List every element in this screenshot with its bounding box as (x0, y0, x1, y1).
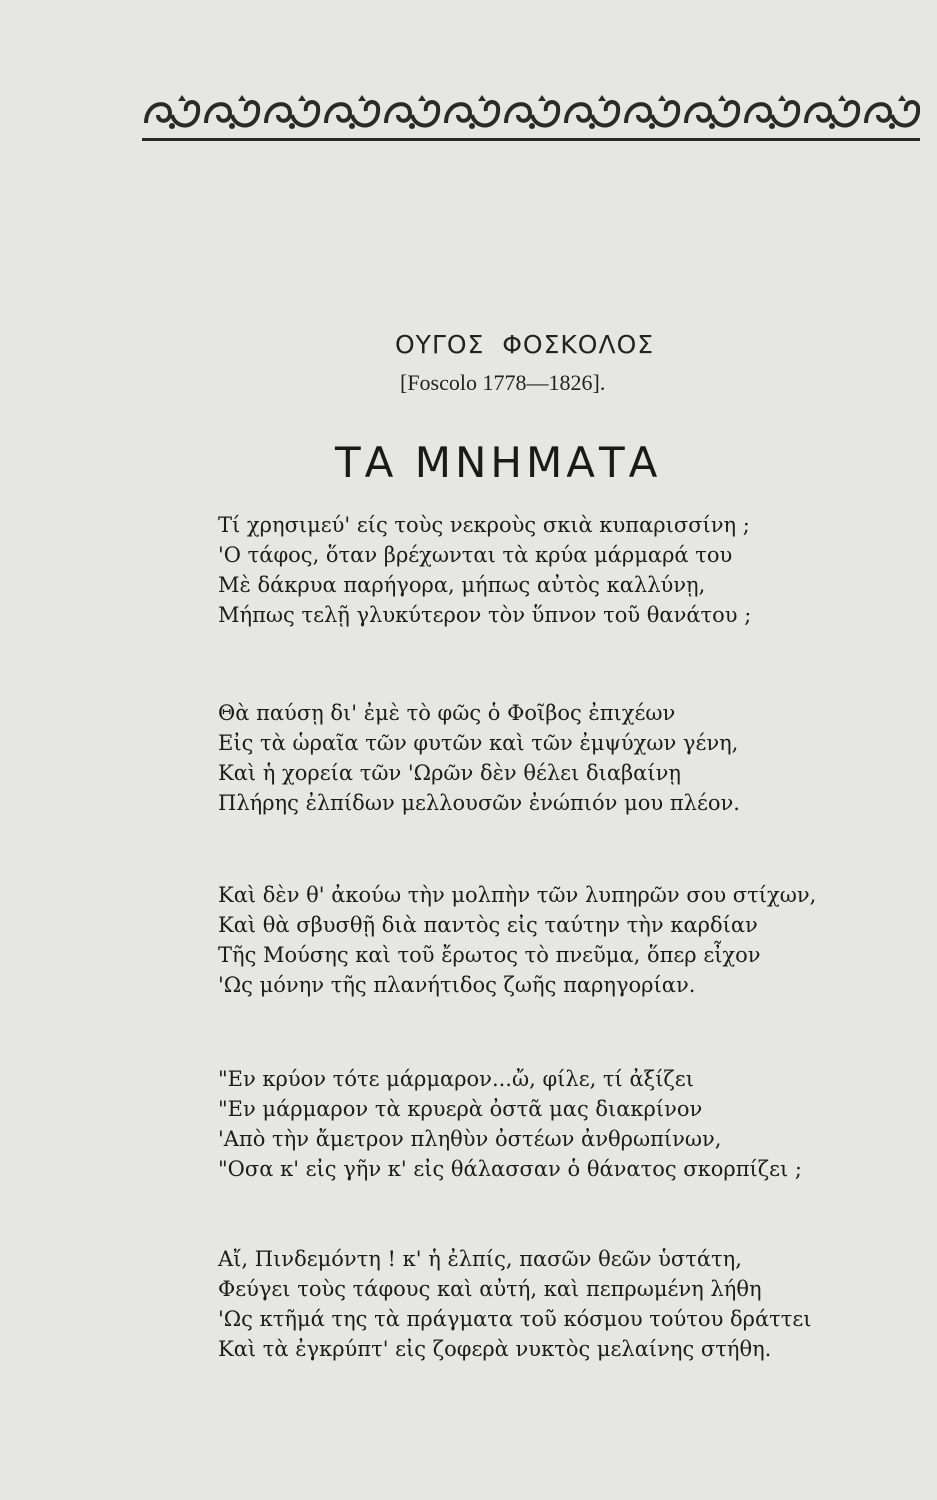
verse-line: Μὲ δάκρυα παρήγορα, μήπως αὐτὸς καλλύνῃ, (218, 573, 706, 597)
ornament-scroll-motif (806, 95, 858, 129)
stanza-3 (218, 880, 816, 1000)
ornament-scroll-motif (386, 95, 438, 129)
stanza-2 (218, 698, 740, 818)
ornament-scroll-motif (626, 95, 678, 129)
verse-line: Εἰς τὰ ὡραῖα τῶν φυτῶν καὶ τῶν ἐμψύχων γένη, (218, 731, 739, 755)
ornamental-border (142, 93, 920, 135)
stanza-5 (218, 1244, 812, 1364)
verse-line: Μήπως τελῇ γλυκύτερον τὸν ὕπνον τοῦ θανάτου ; (218, 603, 752, 627)
ornament-scroll-motif (326, 95, 378, 129)
verse-line: Θὰ παύσῃ δι' ἐμὲ τὸ φῶς ὁ Φοῖβος ἐπιχέων (218, 701, 676, 725)
verse-line: Φεύγει τοὺς τάφους καὶ αὐτή, καὶ πεπρωμένη λήθη (218, 1277, 762, 1301)
verse-line: Αἴ, Πινδεμόντη ! κ' ἡ ἐλπίς, πασῶν θεῶν ὑστάτη, (218, 1247, 742, 1271)
verse-line: "Εν μάρμαρον τὰ κρυερὰ ὀστᾶ μας διακρίνον (218, 1097, 703, 1121)
ornament-scroll-motif (206, 95, 258, 129)
ornament-scroll-motif (266, 95, 318, 129)
verse-line: "Οσα κ' εἰς γῆν κ' εἰς θάλασσαν ὁ θάνατος σκορπίζει ; (218, 1157, 803, 1181)
stanza-4 (218, 1064, 802, 1184)
verse-line: Καὶ θὰ σβυσθῇ διὰ παντὸς εἰς ταύτην τὴν καρδίαν (218, 913, 758, 937)
author-name: ΟΥΓΟΣ ΦΟΣΚΟΛΟΣ (395, 330, 655, 359)
verse-line: Τί χρησιμεύ' είς τοὺς νεκροὺς σκιὰ κυπαρισσίνη ; (218, 513, 750, 537)
ornament-scroll-motif (506, 95, 558, 129)
verse-line: 'Ως μόνην τῆς πλανήτιδος ζωῆς παρηγορίαν. (218, 973, 696, 997)
ornament-scroll-motif (146, 95, 198, 129)
ornament-scroll-motif (746, 95, 798, 129)
verse-line: 'Απὸ τὴν ἄμετρον πληθὺν ὀστέων ἀνθρωπίνων, (218, 1127, 722, 1151)
verse-line: Τῆς Μούσης καὶ τοῦ ἔρωτος τὸ πνεῦμα, ὅπερ εἶχον (218, 943, 761, 967)
header-rule (142, 138, 920, 141)
ornament-scroll-motif (866, 95, 918, 129)
verse-line: Πλήρης ἐλπίδων μελλουσῶν ἐνώπιόν μου πλέον. (218, 791, 740, 815)
ornament-scroll-motif (686, 95, 738, 129)
verse-line: "Εν κρύον τότε μάρμαρον...ὤ, φίλε, τί ἀξίζει (218, 1067, 694, 1091)
ornament-scroll-motif (566, 95, 618, 129)
verse-line: 'Ως κτῆμά της τὰ πράγματα τοῦ κόσμου τούτου δράττει (218, 1307, 812, 1331)
verse-line: Καὶ τὰ ἐγκρύπτ' εἰς ζοφερὰ νυκτὸς μελαίνης στήθη. (218, 1337, 772, 1361)
ornament-scroll-motif (446, 95, 498, 129)
author-dates: [Foscolo 1778—1826]. (400, 370, 606, 395)
stanza-1 (218, 510, 751, 630)
verse-line: Καὶ δὲν θ' ἀκούω τὴν μολπὴν τῶν λυπηρῶν σου στίχων, (218, 883, 817, 907)
verse-line: Καὶ ἡ χορεία τῶν 'Ωρῶν δὲν θέλει διαβαίνῃ (218, 761, 681, 785)
poem-title: ΤΑ ΜΝΗΜΑΤΑ (335, 438, 662, 487)
ornament-pattern (142, 93, 920, 135)
verse-line: 'Ο τάφος, ὅταν βρέχωνται τὰ κρύα μάρμαρά του (218, 543, 733, 567)
